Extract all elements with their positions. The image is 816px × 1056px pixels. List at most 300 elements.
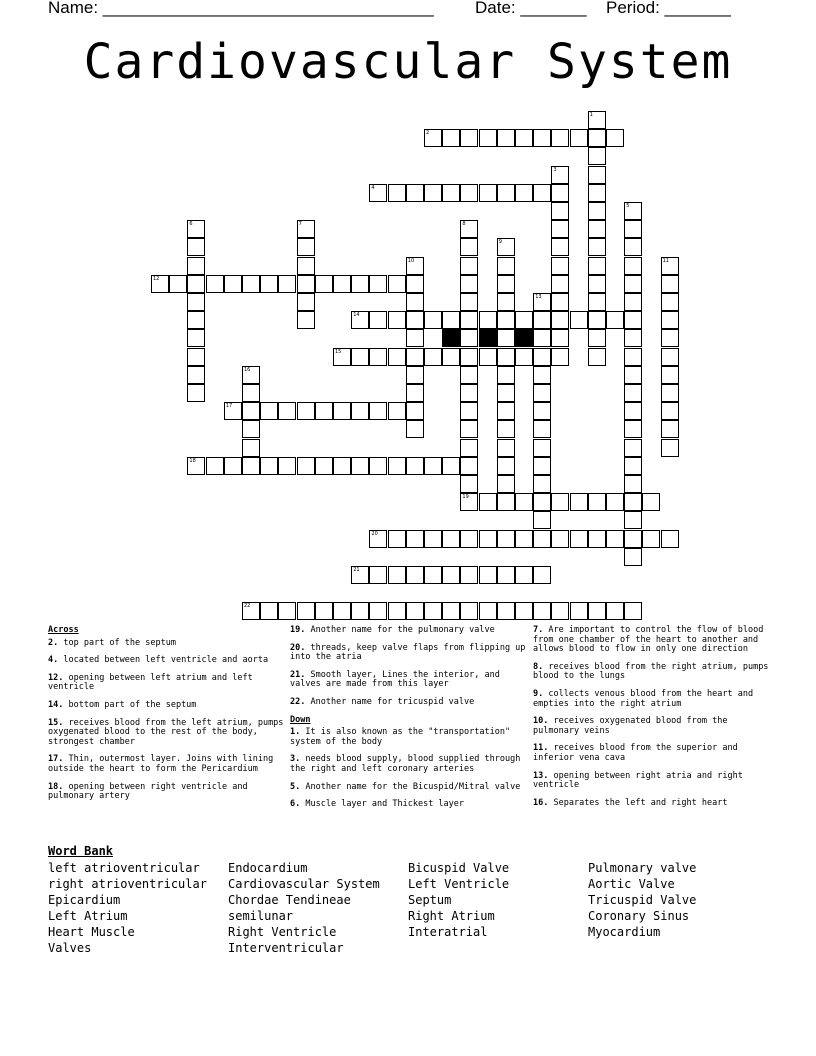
- word-bank-item: Myocardium: [588, 925, 661, 939]
- clue-number: 6: [189, 221, 193, 228]
- crossword-cell[interactable]: [315, 402, 333, 420]
- crossword-cell[interactable]: [497, 384, 515, 402]
- crossword-cell[interactable]: [551, 602, 569, 620]
- crossword-cell[interactable]: [624, 475, 642, 493]
- crossword-cell[interactable]: [351, 311, 369, 329]
- crossword-cell[interactable]: [661, 348, 679, 366]
- crossword-cell[interactable]: [460, 530, 478, 548]
- crossword-cell[interactable]: [624, 530, 642, 548]
- crossword-cell[interactable]: [388, 311, 406, 329]
- crossword-cell[interactable]: [588, 184, 606, 202]
- crossword-cell[interactable]: [624, 402, 642, 420]
- clue-down-11: 11. receives blood from the superior and inferior vena cava: [533, 743, 738, 763]
- crossword-cell[interactable]: [551, 493, 569, 511]
- crossword-cell[interactable]: [460, 493, 478, 511]
- crossword-cell[interactable]: [369, 184, 387, 202]
- crossword-cell[interactable]: [624, 420, 642, 438]
- word-bank-item: Valves: [48, 941, 92, 955]
- crossword-cell[interactable]: [369, 348, 387, 366]
- crossword-cell[interactable]: [424, 530, 442, 548]
- crossword-cell[interactable]: [369, 602, 387, 620]
- clue-number: 15: [335, 348, 342, 355]
- word-bank-item: Pulmonary valve: [588, 861, 697, 875]
- crossword-cell[interactable]: [570, 311, 588, 329]
- crossword-cell[interactable]: [460, 439, 478, 457]
- crossword-cell[interactable]: [551, 184, 569, 202]
- clue-across-12: 12. opening between left atrium and left ventricle: [48, 672, 253, 693]
- crossword-cell[interactable]: [242, 439, 260, 457]
- crossword-cell[interactable]: [606, 493, 624, 511]
- crossword-cell[interactable]: [642, 530, 660, 548]
- crossword-cell[interactable]: [570, 493, 588, 511]
- crossword-cell[interactable]: [187, 366, 205, 384]
- crossword-cell[interactable]: [278, 457, 296, 475]
- crossword-cell[interactable]: [206, 275, 224, 293]
- crossword-cell[interactable]: [661, 366, 679, 384]
- crossword-cell[interactable]: [533, 329, 551, 347]
- crossword-cell[interactable]: [442, 530, 460, 548]
- crossword-cell[interactable]: [369, 530, 387, 548]
- crossword-cell[interactable]: [388, 457, 406, 475]
- crossword-cell[interactable]: [551, 220, 569, 238]
- crossword-cell[interactable]: [551, 311, 569, 329]
- crossword-cell[interactable]: [624, 348, 642, 366]
- crossword-cell[interactable]: [533, 439, 551, 457]
- crossword-cell[interactable]: [497, 566, 515, 584]
- crossword-cell[interactable]: [297, 311, 315, 329]
- crossword-cell[interactable]: [297, 293, 315, 311]
- word-bank-item: Tricuspid Valve: [588, 893, 697, 907]
- crossword-cell[interactable]: [187, 457, 205, 475]
- crossword-cell[interactable]: [661, 311, 679, 329]
- crossword-cell[interactable]: [479, 129, 497, 147]
- crossword-cell[interactable]: [588, 530, 606, 548]
- crossword-cell[interactable]: [661, 384, 679, 402]
- crossword-cell[interactable]: [351, 402, 369, 420]
- date-field-label[interactable]: Date: _______: [475, 0, 587, 17]
- crossword-cell[interactable]: [242, 402, 260, 420]
- crossword-cell[interactable]: [497, 184, 515, 202]
- crossword-cell[interactable]: [260, 602, 278, 620]
- clue-down-7: 7. Are important to control the flow of blood from one chamber of the heart to another and allows blood to flow in only one direction: [533, 625, 764, 655]
- crossword-cell[interactable]: [479, 566, 497, 584]
- crossword-cell[interactable]: [424, 311, 442, 329]
- crossword-cell[interactable]: [333, 348, 351, 366]
- crossword-cell[interactable]: [533, 511, 551, 529]
- crossword-cell[interactable]: [460, 184, 478, 202]
- crossword-cell[interactable]: [533, 366, 551, 384]
- crossword-cell[interactable]: [333, 275, 351, 293]
- crossword-cell[interactable]: [570, 530, 588, 548]
- crossword-cell[interactable]: [624, 311, 642, 329]
- crossword-cell[interactable]: [406, 184, 424, 202]
- crossword-cell[interactable]: [497, 402, 515, 420]
- crossword-cell[interactable]: [315, 275, 333, 293]
- crossword-cell[interactable]: [551, 293, 569, 311]
- crossword-cell[interactable]: [497, 602, 515, 620]
- crossword-cell[interactable]: [460, 275, 478, 293]
- crossword-cell[interactable]: [406, 420, 424, 438]
- clue-number: 10: [407, 257, 415, 264]
- crossword-cell[interactable]: [224, 402, 242, 420]
- crossword-cell[interactable]: [551, 530, 569, 548]
- crossword-cell[interactable]: [424, 129, 442, 147]
- crossword-cell[interactable]: [406, 602, 424, 620]
- crossword-cell[interactable]: [297, 457, 315, 475]
- crossword-cell[interactable]: [297, 257, 315, 275]
- crossword-cell[interactable]: [551, 348, 569, 366]
- crossword-cell[interactable]: [406, 329, 424, 347]
- crossword-cell[interactable]: [588, 129, 606, 147]
- crossword-cell[interactable]: [242, 384, 260, 402]
- crossword-cell[interactable]: [187, 348, 205, 366]
- crossword-cell[interactable]: [187, 384, 205, 402]
- word-bank-item: Bicuspid Valve: [408, 861, 510, 875]
- crossword-cell[interactable]: [187, 257, 205, 275]
- crossword-cell[interactable]: [533, 384, 551, 402]
- word-bank-item: right atrioventricular: [48, 877, 207, 891]
- crossword-cell[interactable]: [424, 348, 442, 366]
- crossword-cell[interactable]: [388, 184, 406, 202]
- crossword-cell[interactable]: [624, 511, 642, 529]
- crossword-cell[interactable]: [588, 311, 606, 329]
- crossword-cell[interactable]: [624, 602, 642, 620]
- crossword-cell[interactable]: [460, 238, 478, 256]
- crossword-cell[interactable]: [460, 602, 478, 620]
- clue-across-15: 15. receives blood from the left atrium, pumps oxygenated blood to the rest of the body, strongest chamber: [48, 717, 284, 747]
- crossword-cell[interactable]: [515, 602, 533, 620]
- crossword-cell[interactable]: [442, 184, 460, 202]
- crossword-cell[interactable]: [606, 311, 624, 329]
- crossword-cell[interactable]: [242, 275, 260, 293]
- crossword-cell[interactable]: [606, 602, 624, 620]
- crossword-cell[interactable]: [624, 238, 642, 256]
- crossword-cell[interactable]: [497, 457, 515, 475]
- crossword-cell[interactable]: [260, 275, 278, 293]
- crossword-cell[interactable]: [533, 457, 551, 475]
- crossword-cell[interactable]: [424, 602, 442, 620]
- crossword-cell[interactable]: [442, 457, 460, 475]
- crossword-cell[interactable]: [642, 493, 660, 511]
- crossword-cell[interactable]: [388, 602, 406, 620]
- crossword-cell[interactable]: [442, 566, 460, 584]
- crossword-cell[interactable]: [497, 420, 515, 438]
- crossword-cell[interactable]: [297, 220, 315, 238]
- crossword-cell[interactable]: [460, 329, 478, 347]
- crossword-cell[interactable]: [588, 348, 606, 366]
- crossword-cell[interactable]: [442, 129, 460, 147]
- crossword-cell[interactable]: [588, 293, 606, 311]
- crossword-cell[interactable]: [460, 348, 478, 366]
- crossword-cell[interactable]: [588, 220, 606, 238]
- clue-across-19: 19. Another name for the pulmonary valve: [290, 625, 495, 635]
- crossword-cell[interactable]: [497, 348, 515, 366]
- crossword-cell[interactable]: [460, 257, 478, 275]
- crossword-cell[interactable]: [460, 402, 478, 420]
- crossword-cell[interactable]: [588, 329, 606, 347]
- crossword-cell[interactable]: [515, 311, 533, 329]
- word-bank-item: left atrioventricular: [48, 861, 200, 875]
- crossword-cell[interactable]: [497, 329, 515, 347]
- crossword-cell[interactable]: [588, 166, 606, 184]
- crossword-cell[interactable]: [497, 293, 515, 311]
- crossword-cell[interactable]: [533, 348, 551, 366]
- crossword-cell[interactable]: [551, 202, 569, 220]
- crossword-cell[interactable]: [588, 147, 606, 165]
- crossword-cell[interactable]: [515, 493, 533, 511]
- crossword-cell[interactable]: [406, 257, 424, 275]
- name-field-label[interactable]: Name: ___________________________________: [48, 0, 434, 17]
- crossword-cell[interactable]: [224, 457, 242, 475]
- word-bank-item: Chordae Tendineae: [228, 893, 351, 907]
- crossword-cell[interactable]: [242, 457, 260, 475]
- crossword-cell[interactable]: [460, 475, 478, 493]
- crossword-cell[interactable]: [551, 329, 569, 347]
- word-bank-item: Aortic Valve: [588, 877, 675, 891]
- crossword-cell[interactable]: [351, 275, 369, 293]
- crossword-cell[interactable]: [497, 530, 515, 548]
- crossword-cell[interactable]: [242, 420, 260, 438]
- crossword-cell[interactable]: [497, 366, 515, 384]
- crossword-cell[interactable]: [369, 311, 387, 329]
- crossword-cell[interactable]: [406, 457, 424, 475]
- crossword-cell[interactable]: [533, 493, 551, 511]
- crossword-cell[interactable]: [333, 402, 351, 420]
- crossword-cell[interactable]: [533, 530, 551, 548]
- word-bank-item: semilunar: [228, 909, 294, 923]
- crossword-cell[interactable]: [551, 166, 569, 184]
- crossword-cell[interactable]: [351, 348, 369, 366]
- crossword-cell[interactable]: [369, 566, 387, 584]
- crossword-cell[interactable]: [406, 311, 424, 329]
- crossword-cell[interactable]: [369, 402, 387, 420]
- crossword-cell[interactable]: [242, 602, 260, 620]
- crossword-cell[interactable]: [624, 329, 642, 347]
- crossword-cell[interactable]: [515, 348, 533, 366]
- clue-number: 2: [426, 130, 430, 137]
- crossword-cell[interactable]: [297, 238, 315, 256]
- crossword-cell[interactable]: [661, 530, 679, 548]
- crossword-cell[interactable]: [624, 220, 642, 238]
- across-header: Across: [48, 625, 79, 635]
- crossword-cell[interactable]: [551, 257, 569, 275]
- crossword-cell[interactable]: [406, 366, 424, 384]
- crossword-cell[interactable]: [515, 530, 533, 548]
- crossword-cell[interactable]: [187, 275, 205, 293]
- crossword-cell[interactable]: [661, 275, 679, 293]
- crossword-cell[interactable]: [388, 530, 406, 548]
- crossword-cell[interactable]: [497, 129, 515, 147]
- crossword-cell[interactable]: [406, 348, 424, 366]
- crossword-cell[interactable]: [242, 366, 260, 384]
- crossword-cell[interactable]: [533, 402, 551, 420]
- crossword-cell[interactable]: [624, 457, 642, 475]
- crossword-cell[interactable]: [551, 275, 569, 293]
- crossword-cell[interactable]: [169, 275, 187, 293]
- crossword-cell[interactable]: [333, 602, 351, 620]
- crossword-cell[interactable]: [661, 329, 679, 347]
- crossword-cell[interactable]: [388, 402, 406, 420]
- crossword-cell[interactable]: [533, 602, 551, 620]
- crossword-cell[interactable]: [606, 129, 624, 147]
- crossword-cell[interactable]: [460, 457, 478, 475]
- crossword-cell[interactable]: [479, 530, 497, 548]
- crossword-cell[interactable]: [369, 275, 387, 293]
- crossword-cell[interactable]: [424, 184, 442, 202]
- crossword-cell[interactable]: [515, 184, 533, 202]
- crossword-cell[interactable]: [624, 257, 642, 275]
- crossword-cell[interactable]: [406, 530, 424, 548]
- crossword-cell[interactable]: [624, 275, 642, 293]
- crossword-cell[interactable]: [570, 602, 588, 620]
- crossword-cell[interactable]: [588, 602, 606, 620]
- crossword-cell[interactable]: [479, 348, 497, 366]
- crossword-cell[interactable]: [624, 366, 642, 384]
- crossword-cell[interactable]: [278, 402, 296, 420]
- crossword-cell[interactable]: [278, 602, 296, 620]
- crossword-cell[interactable]: [624, 202, 642, 220]
- crossword-cell[interactable]: [406, 566, 424, 584]
- crossword-cell[interactable]: [460, 566, 478, 584]
- crossword-cell[interactable]: [315, 602, 333, 620]
- crossword-cell[interactable]: [570, 129, 588, 147]
- crossword-cell[interactable]: [406, 275, 424, 293]
- period-field-label[interactable]: Period: _______: [606, 0, 731, 17]
- crossword-cell[interactable]: [497, 311, 515, 329]
- crossword-cell[interactable]: [424, 457, 442, 475]
- crossword-cell[interactable]: [551, 238, 569, 256]
- crossword-cell[interactable]: [533, 129, 551, 147]
- crossword-cell[interactable]: [661, 439, 679, 457]
- crossword-cell[interactable]: [588, 111, 606, 129]
- crossword-cell[interactable]: [533, 184, 551, 202]
- word-bank-column: [48, 860, 228, 956]
- crossword-cell[interactable]: [460, 366, 478, 384]
- crossword-cell[interactable]: [515, 566, 533, 584]
- crossword-cell[interactable]: [497, 493, 515, 511]
- crossword-cell[interactable]: [661, 257, 679, 275]
- crossword-cell[interactable]: [260, 457, 278, 475]
- crossword-cell[interactable]: [406, 402, 424, 420]
- crossword-cell[interactable]: [533, 293, 551, 311]
- crossword-cell[interactable]: [388, 348, 406, 366]
- crossword-cell[interactable]: [460, 293, 478, 311]
- word-bank-item: Septum: [408, 893, 452, 907]
- crossword-cell[interactable]: [460, 311, 478, 329]
- crossword-cell[interactable]: [515, 129, 533, 147]
- crossword-cell[interactable]: [460, 384, 478, 402]
- crossword-cell[interactable]: [497, 275, 515, 293]
- crossword-cell[interactable]: [351, 457, 369, 475]
- crossword-cell[interactable]: [442, 602, 460, 620]
- crossword-cell[interactable]: [661, 420, 679, 438]
- crossword-cell[interactable]: [624, 384, 642, 402]
- crossword-cell[interactable]: [388, 275, 406, 293]
- crossword-cell[interactable]: [187, 293, 205, 311]
- crossword-cell[interactable]: [151, 275, 169, 293]
- clue-number: 7: [298, 221, 302, 228]
- clue-number: 20: [371, 530, 378, 537]
- clue-number: 17: [225, 403, 233, 410]
- crossword-cell[interactable]: [260, 402, 278, 420]
- crossword-cell[interactable]: [606, 530, 624, 548]
- clue-number: 8: [462, 221, 466, 228]
- clues-column-2: [290, 626, 528, 818]
- crossword-cell[interactable]: [460, 129, 478, 147]
- crossword-cell[interactable]: [406, 384, 424, 402]
- crossword-cell[interactable]: [278, 275, 296, 293]
- crossword-cell[interactable]: [388, 566, 406, 584]
- crossword-cell[interactable]: [315, 457, 333, 475]
- word-bank-column: [588, 860, 768, 956]
- crossword-cell[interactable]: [442, 348, 460, 366]
- crossword-cell[interactable]: [588, 238, 606, 256]
- crossword-cell[interactable]: [460, 420, 478, 438]
- crossword-cell[interactable]: [624, 548, 642, 566]
- clue-down-5: 5. Another name for the Bicuspid/Mitral valve: [290, 781, 521, 792]
- crossword-cell[interactable]: [497, 257, 515, 275]
- crossword-cell[interactable]: [533, 475, 551, 493]
- crossword-cell[interactable]: [297, 275, 315, 293]
- crossword-cell[interactable]: [187, 311, 205, 329]
- crossword-cell[interactable]: [187, 238, 205, 256]
- crossword-cell[interactable]: [369, 457, 387, 475]
- crossword-cell[interactable]: [479, 602, 497, 620]
- crossword-cell[interactable]: [297, 402, 315, 420]
- crossword-cell[interactable]: [588, 202, 606, 220]
- crossword-cell[interactable]: [588, 493, 606, 511]
- crossword-cell[interactable]: [479, 311, 497, 329]
- clue-number: 12: [153, 275, 160, 282]
- crossword-cell[interactable]: [206, 457, 224, 475]
- crossword-cell[interactable]: [661, 293, 679, 311]
- crossword-cell[interactable]: [351, 602, 369, 620]
- word-bank-item: Left Atrium: [48, 909, 128, 923]
- crossword-cell[interactable]: [497, 475, 515, 493]
- crossword-cell[interactable]: [497, 439, 515, 457]
- crossword-cell[interactable]: [533, 566, 551, 584]
- crossword-cell[interactable]: [624, 493, 642, 511]
- crossword-cell[interactable]: [297, 602, 315, 620]
- page-title: Cardiovascular System: [83, 34, 733, 90]
- crossword-cell[interactable]: [588, 275, 606, 293]
- word-bank-item: Interatrial: [408, 925, 488, 939]
- crossword-cell[interactable]: [187, 220, 205, 238]
- crossword-cell[interactable]: [588, 257, 606, 275]
- crossword-cell[interactable]: [533, 311, 551, 329]
- crossword-cell[interactable]: [624, 293, 642, 311]
- crossword-cell[interactable]: [460, 220, 478, 238]
- clue-down-13: 13. opening between right atria and right ventricle: [533, 770, 743, 791]
- word-bank-item: Left Ventricle: [408, 877, 510, 891]
- crossword-cell[interactable]: [479, 493, 497, 511]
- crossword-cell[interactable]: [533, 420, 551, 438]
- crossword-cell[interactable]: [351, 566, 369, 584]
- crossword-cell[interactable]: [406, 293, 424, 311]
- crossword-cell[interactable]: [661, 402, 679, 420]
- clues-column-1: [48, 626, 286, 810]
- crossword-cell[interactable]: [442, 311, 460, 329]
- crossword-cell[interactable]: [187, 329, 205, 347]
- crossword-cell[interactable]: [333, 457, 351, 475]
- clue-number: 21: [353, 567, 360, 573]
- crossword-cell[interactable]: [624, 439, 642, 457]
- crossword-cell[interactable]: [424, 566, 442, 584]
- crossword-cell[interactable]: [479, 184, 497, 202]
- crossword-cell[interactable]: [224, 275, 242, 293]
- crossword-cell[interactable]: [497, 238, 515, 256]
- crossword-cell[interactable]: [551, 129, 569, 147]
